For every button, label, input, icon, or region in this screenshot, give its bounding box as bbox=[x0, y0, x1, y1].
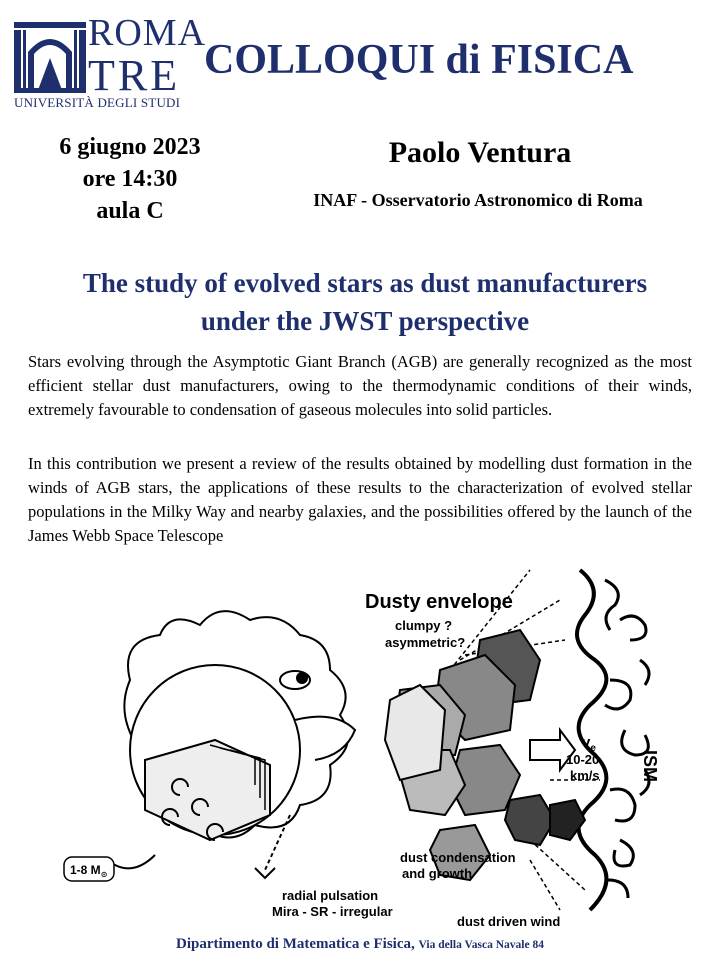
talk-title-line2: under the JWST perspective bbox=[200, 306, 530, 336]
dusty-envelope-label: Dusty envelope bbox=[365, 591, 513, 613]
roma-tre-logo bbox=[14, 12, 207, 110]
ve-unit: km/s bbox=[570, 768, 600, 783]
dust-growth-label: and growth bbox=[402, 866, 473, 881]
logo-tre: TRE bbox=[88, 51, 181, 100]
ve-range: 10-20 bbox=[566, 752, 600, 767]
footer bbox=[0, 936, 720, 953]
ve-subscript: e bbox=[590, 743, 596, 754]
speaker-name: Paolo Ventura bbox=[388, 136, 572, 169]
mass-tag-subscript: ⊙ bbox=[100, 870, 108, 879]
abstract-paragraph-1: Stars evolving through the Asymptotic Giant Branch (AGB) are generally recognized as the most efficient stellar dust manufacturers, owing to the thermodynamic conditions of their winds, extremely favourable to condensation of gaseous molecules into solid particles. bbox=[28, 352, 692, 419]
dust-condensation-label: dust condensation bbox=[400, 850, 516, 865]
department-name: Dipartimento di Matematica e Fisica, bbox=[176, 936, 415, 952]
dust-driven-wind-label: dust driven wind bbox=[457, 914, 561, 929]
mass-tag-label: 1-8 M bbox=[70, 863, 101, 877]
clumpy-label: clumpy ? bbox=[395, 618, 453, 633]
logo-roma: ROMA bbox=[88, 12, 207, 54]
asymmetric-label: asymmetric? bbox=[385, 635, 466, 650]
ve-label: v bbox=[582, 734, 591, 751]
abstract-paragraph-2: In this contribution we present a review of the results obtained by modelling dust formation in the winds of AGB stars, the applications of these results to the characterization of evolved stellar populations in the Milky Way and nearby galaxies, and the possibilities offered by the launch of the James Webb Space Telescope bbox=[28, 454, 692, 545]
department-address: Via della Vasca Navale 84 bbox=[418, 939, 544, 951]
agb-star bbox=[90, 611, 355, 878]
event-time: ore 14:30 bbox=[82, 166, 178, 192]
variability-label: Mira - SR - irregular bbox=[272, 904, 393, 919]
arch-logo-icon bbox=[14, 18, 86, 94]
mass-tag bbox=[64, 857, 114, 881]
speaker-affiliation: INAF - Osservatorio Astronomico di Roma bbox=[313, 190, 643, 210]
logo-university: UNIVERSITÀ DEGLI STUDI bbox=[14, 95, 181, 110]
talk-title bbox=[20, 264, 710, 340]
agb-star-illustration bbox=[60, 560, 700, 935]
event-date: 6 giugno 2023 bbox=[59, 134, 201, 160]
talk-title-line1: The study of evolved stars as dust manufacturers bbox=[82, 268, 648, 298]
page-title: COLLOQUI di FISICA bbox=[204, 37, 634, 83]
radial-pulsation-label: radial pulsation bbox=[282, 888, 379, 903]
event-room: aula C bbox=[96, 198, 164, 224]
ism-label: ISM bbox=[640, 750, 660, 783]
